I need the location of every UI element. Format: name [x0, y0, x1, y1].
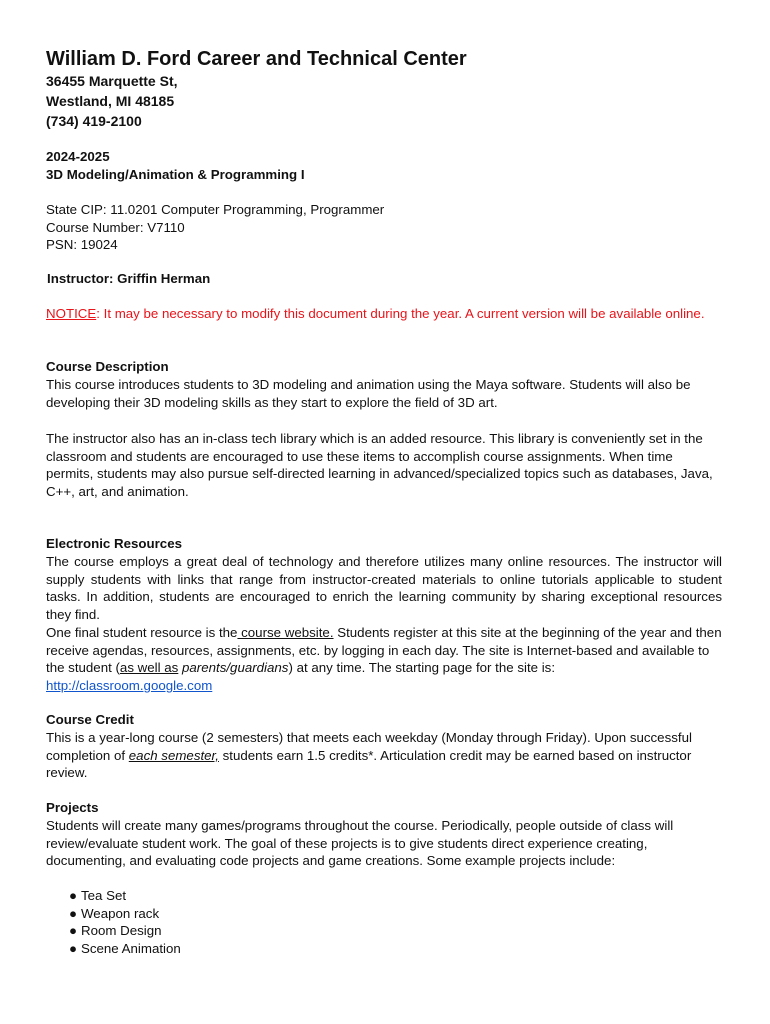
credit-p-end: students earn 1.5 credits*. Articulation credit may be earned based on instructor review. — [46, 747, 692, 781]
notice-colon: : — [96, 306, 100, 321]
er-p2-italic: parents/guardians — [178, 660, 289, 676]
projects-heading: Projects — [46, 800, 99, 815]
school-year: 2024-2025 — [46, 149, 110, 164]
er-p2-end: ) at any time. The starting page for the site is: — [288, 660, 556, 676]
bullet-icon: ● — [69, 923, 78, 939]
bullet-icon: ● — [69, 905, 78, 921]
phone-number: (734) 419-2100 — [46, 113, 142, 129]
psn: PSN: 19024 — [46, 237, 118, 253]
course-description-heading: Course Description — [46, 359, 169, 374]
address-block — [46, 71, 178, 131]
list-item — [69, 922, 181, 940]
electronic-resources-heading: Electronic Resources — [46, 536, 182, 551]
list-item-label: Scene Animation — [81, 940, 181, 956]
course-description-p1: This course introduces students to 3D modeling and animation using the Maya software. Students will also be developing their 3D modeling skills as they start to explore the field of 3D art. — [46, 377, 691, 410]
course-heading — [46, 148, 305, 183]
bullet-icon: ● — [69, 888, 78, 903]
address-line-2: Westland, MI 48185 — [46, 93, 175, 109]
course-credit-p — [46, 729, 722, 782]
notice-text: It may be necessary to modify this document during the year. A current version will be available online. — [99, 306, 705, 321]
address-line-1: 36455 Marquette St, — [46, 73, 178, 89]
list-item — [69, 905, 181, 923]
list-item — [69, 887, 181, 905]
classroom-url-link[interactable]: http://classroom.google.com — [46, 678, 213, 694]
course-description-p2: The instructor also has an in-class tech library which is an added resource. This library is conveniently set in the classroom and students are encouraged to use these items to accomplish course assignments. When time permits, students may also pursue self-directed learning in advanced/specialized topics such as databases, Java, C++, art, and animation. — [46, 431, 713, 500]
notice — [46, 305, 706, 323]
er-p2-start: One final student resource is the — [46, 625, 238, 640]
list-item-label: Room Design — [81, 923, 162, 939]
course-info — [46, 201, 384, 254]
credit-p-start: This is a year-long course (2 semesters) that meets each weekday (Monday through Friday). Upon successful completion of — [46, 730, 692, 763]
list-item-label: Weapon rack — [81, 905, 160, 921]
state-cip: State CIP: 11.0201 Computer Programming, Programmer — [46, 202, 385, 217]
projects-p: Students will create many games/programs throughout the course. Periodically, people outside of class will review/evaluate student work. The goal of these projects is to give students direct experience creating, documenting, and evaluating code projects and game creations. Some example projects include: — [46, 818, 674, 869]
electronic-resources-p2 — [46, 624, 722, 695]
course-website-link[interactable]: course website. — [237, 625, 334, 640]
electronic-resources-p1: The course employs a great deal of technology and therefore utilizes many online resources. The instructor will supply students with links that range from instructor-created materials to online tutorials applicable to student tasks. In addition, students are encouraged to enrich the learning community by sharing exceptional resources they find. — [46, 554, 722, 623]
projects-list — [69, 887, 181, 957]
bullet-icon: ● — [69, 940, 78, 956]
course-name: 3D Modeling/Animation & Programming I — [46, 166, 305, 182]
course-credit-heading: Course Credit — [46, 712, 134, 727]
er-p2-mid: Students register at this site at the beginning of the year and then receive agendas, resources, assignments, etc. by logging in each day. The site is Internet-based and available to the student ( — [46, 625, 722, 676]
course-number: Course Number: V7110 — [46, 219, 185, 235]
er-p2-underline: as well as — [119, 660, 179, 676]
list-item-label: Tea Set — [81, 888, 127, 903]
notice-label: NOTICE — [46, 306, 97, 321]
credit-p-emph: each semester, — [128, 747, 219, 763]
list-item — [69, 940, 181, 958]
page-title: William D. Ford Career and Technical Center — [46, 48, 467, 70]
instructor: Instructor: Griffin Herman — [47, 271, 211, 286]
